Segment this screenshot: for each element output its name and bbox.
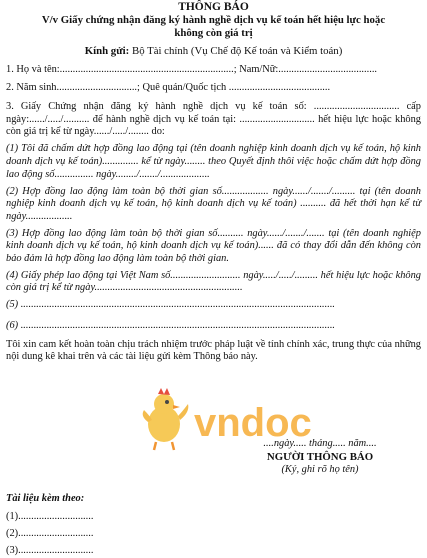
commitment-statement: Tôi xin cam kết hoàn toàn chịu trách nhiệm trước pháp luật về tính chính xác, trung thực của những nội dung kê khai trên và các tài liệu gửi kèm Thông báo này. xyxy=(6,338,421,363)
signature-title: NGƯỜI THÔNG BÁO xyxy=(266,451,374,463)
document-title: THÔNG BÁO xyxy=(178,1,249,13)
signature-note: (Ký, ghi rõ họ tên) xyxy=(281,464,359,475)
attachment-item: (2)............................. xyxy=(6,528,94,539)
field-full-name: 1. Họ và tên:...................................................................; Nam/Nữ:...................................... xyxy=(6,63,378,75)
reason-1: (1) Tôi đã chấm dứt hợp đồng lao động tại (tên doanh nghiệp kinh doanh dịch vụ kế toán, hộ kinh doanh dịch vụ kế toán).............. kể từ ngày........ theo Quyết định thôi việc hoặc chấm dứt hợp đồng lao động số............... ngày......../......./................... xyxy=(6,143,421,180)
field-birth-year: 2. Năm sinh...............................; Quê quán/Quốc tịch ....................................... xyxy=(6,82,331,94)
reason-5: (5) ......................................................................................................................... xyxy=(6,299,336,311)
attachment-item: (1)............................. xyxy=(6,511,94,522)
document-body xyxy=(6,0,421,364)
signature-date: ....ngày..... tháng..... năm.... xyxy=(263,438,377,449)
reason-3: (3) Hợp đồng lao động làm toàn bộ thời gian số.......... ngày....../......./....... tại (tên doanh nghiệp kinh doanh dịch vụ kế toán, hộ kinh doanh dịch vụ kế toán)...... đã có thay đổi dẫn đến không còn bảo đảm là hợp đồng lao động làm toàn bộ thời gian. xyxy=(6,227,421,264)
subject-line-2: không còn giá trị xyxy=(174,27,253,39)
field-certificate: 3. Giấy Chứng nhận đăng ký hành nghề dịch vụ kế toán số: ................................. cấp ngày:....../...../.......... để hành nghề dịch vụ kế toán tại: ............................. hết hiệu lực hoặc không còn giá trị kể từ ngày....../...../........ do: xyxy=(6,101,421,138)
document-subject xyxy=(6,14,421,40)
attachments-title: Tài liệu kèm theo: xyxy=(6,493,85,504)
subject-line-1: V/v Giấy chứng nhận đăng ký hành nghề dịch vụ kế toán hết hiệu lực hoặc xyxy=(41,14,386,26)
attachment-item: (3)............................. xyxy=(6,545,94,556)
reason-2: (2) Hợp đồng lao động làm toàn bộ thời gian số.................. ngày....../......./......... tại (tên doanh nghiệp kinh doanh dịch vụ kế toán, hộ kinh doanh dịch vụ kế toán) .......... đã hết thời hạn kể từ ngày.................. xyxy=(6,185,421,222)
reason-6: (6) ......................................................................................................................... xyxy=(6,320,336,332)
recipient-line xyxy=(6,45,421,58)
recipient-value: Bộ Tài chính (Vụ Chế độ Kế toán và Kiểm toán) xyxy=(129,45,343,57)
reason-4: (4) Giấy phép lao động tại Việt Nam số........................... ngày...../...../......... hết hiệu lực hoặc không còn giá trị kể từ ngày......................................................... xyxy=(6,269,421,294)
recipient-label: Kính gửi: xyxy=(84,45,130,57)
watermark-text: vndoc xyxy=(194,401,312,445)
chicken-mascot-icon xyxy=(143,388,189,450)
